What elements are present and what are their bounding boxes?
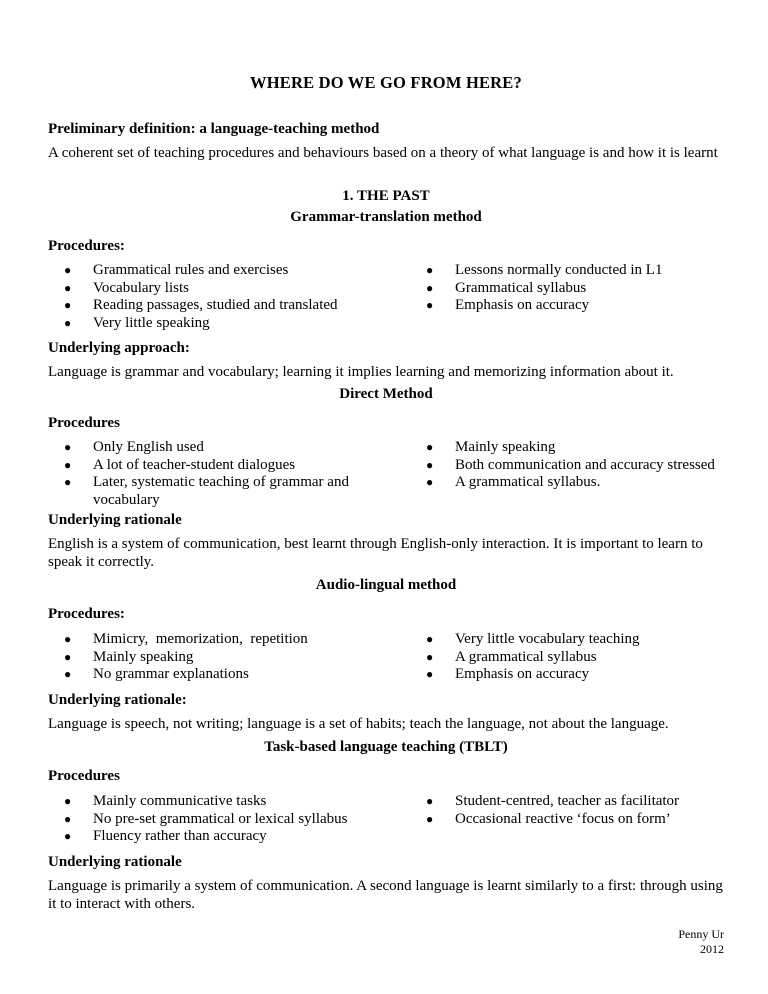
bullet-icon: ● — [64, 315, 72, 330]
rationale-label: Underlying rationale — [48, 512, 182, 528]
bullet-icon: ● — [426, 811, 434, 826]
bullet-icon: ● — [64, 280, 72, 295]
bullet-icon: ● — [64, 811, 72, 826]
rationale-label: Underlying rationale: — [48, 692, 187, 708]
bullet-icon: ● — [64, 298, 72, 312]
list-item: ● Both communication and accuracy stressed — [426, 456, 715, 473]
bullet-icon: ● — [426, 475, 434, 489]
bullet-icon: ● — [64, 263, 72, 277]
bullet-icon: ● — [426, 440, 434, 454]
list-item: ● Mainly speaking — [426, 439, 556, 455]
list-item: ● Grammatical rules and exercises — [64, 262, 289, 278]
bullet-icon: ● — [426, 457, 434, 472]
method-name: Direct Method — [339, 386, 433, 402]
bullet-icon: ● — [426, 667, 434, 681]
bullet-icon: ● — [426, 280, 434, 295]
procedures-list-right — [410, 262, 724, 315]
list-item: ● Later, systematic teaching of grammar and vocabulary — [64, 474, 349, 508]
method-name: Grammar-translation method — [290, 209, 482, 225]
list-item: ● A grammatical syllabus — [426, 648, 597, 665]
procedures-list-left — [48, 262, 378, 332]
list-item: ● Student-centred, teacher as facilitator — [426, 793, 680, 809]
procedures-list-left — [48, 631, 378, 684]
list-item: ● Grammatical syllabus — [426, 279, 587, 296]
bullet-icon: ● — [64, 649, 72, 664]
bullet-icon: ● — [64, 475, 72, 489]
bullet-icon: ● — [64, 667, 72, 681]
list-item: ● A lot of teacher-student dialogues — [64, 456, 296, 473]
procedures-label: Procedures: — [48, 606, 125, 622]
list-item: ● Very little vocabulary teaching — [426, 631, 640, 647]
list-item: ● No grammar explanations — [64, 666, 249, 682]
preliminary-text: A coherent set of teaching procedures and behaviours based on a theory of what language is and how it is learnt — [48, 145, 718, 161]
bullet-icon: ● — [64, 632, 72, 646]
bullet-icon: ● — [426, 632, 434, 646]
bullet-icon: ● — [64, 457, 72, 472]
list-item: ● Mimicry, memorization, repetition — [64, 631, 308, 647]
list-item: ● Emphasis on accuracy — [426, 666, 590, 682]
list-item: ● Fluency rather than accuracy — [64, 828, 267, 844]
bullet-icon: ● — [426, 649, 434, 664]
footer — [678, 927, 724, 957]
procedures-list-right — [410, 439, 724, 492]
rationale-text: English is a system of communication, best learnt through English-only interaction. It is important to learn to speak it correctly. — [48, 536, 703, 570]
list-item: ● A grammatical syllabus. — [426, 474, 601, 490]
document-title: WHERE DO WE GO FROM HERE? — [250, 73, 522, 92]
procedures-label: Procedures — [48, 768, 120, 784]
list-item: ● Reading passages, studied and translated — [64, 297, 338, 313]
procedures-label: Procedures: — [48, 238, 125, 254]
rationale-label: Underlying rationale — [48, 854, 182, 870]
procedures-list-right — [410, 631, 724, 684]
list-item: ● Vocabulary lists — [64, 279, 189, 296]
list-item: ● Lessons normally conducted in L1 — [426, 262, 663, 278]
bullet-icon: ● — [64, 440, 72, 454]
list-item: ● Only English used — [64, 439, 204, 455]
bullet-icon: ● — [64, 829, 72, 843]
list-item: ● Occasional reactive ‘focus on form’ — [426, 810, 671, 827]
bullet-icon: ● — [64, 794, 72, 808]
bullet-icon: ● — [426, 794, 434, 808]
list-item: ● Mainly communicative tasks — [64, 793, 267, 809]
method-name: Task-based language teaching (TBLT) — [264, 739, 508, 755]
rationale-text: Language is speech, not writing; language is a set of habits; teach the language, not about the language. — [48, 716, 669, 732]
procedures-list-left — [48, 439, 378, 509]
section-title: 1. THE PAST — [342, 188, 430, 204]
bullet-icon: ● — [426, 263, 434, 277]
rationale-text: Language is grammar and vocabulary; learning it implies learning and memorizing information about it. — [48, 364, 674, 380]
rationale-text: Language is primarily a system of communication. A second language is learnt similarly to a first: through using it to interact with others. — [48, 878, 723, 912]
list-item: ● Emphasis on accuracy — [426, 297, 590, 313]
method-name: Audio-lingual method — [315, 577, 457, 593]
procedures-list-left — [48, 793, 378, 846]
list-item: ● Mainly speaking — [64, 648, 194, 665]
footer-author: Penny Ur — [678, 927, 724, 941]
procedures-list-right — [410, 793, 724, 828]
procedures-label: Procedures — [48, 415, 120, 431]
footer-year: 2012 — [700, 942, 724, 956]
list-item: ● No pre-set grammatical or lexical syllabus — [64, 810, 348, 827]
preliminary-heading: Preliminary definition: a language-teaching method — [48, 121, 380, 137]
list-item: ● Very little speaking — [64, 314, 210, 331]
bullet-icon: ● — [426, 298, 434, 312]
rationale-label: Underlying approach: — [48, 340, 190, 356]
